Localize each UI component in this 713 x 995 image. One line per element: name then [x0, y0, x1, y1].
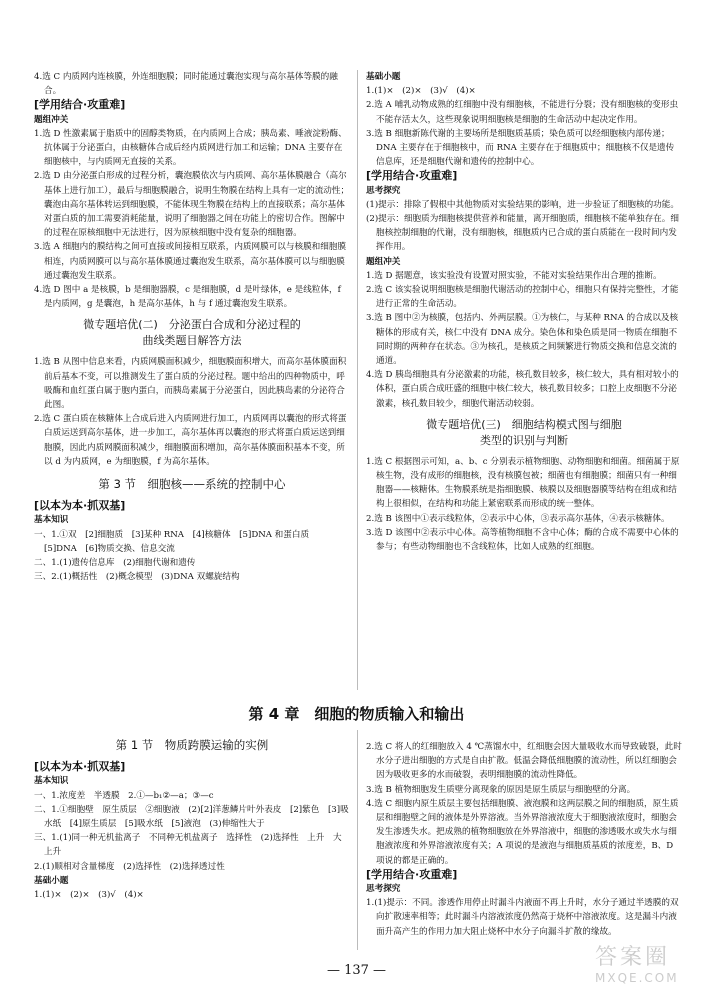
watermark-logo [595, 940, 705, 988]
subsection-heading: 思考探究 [366, 884, 401, 895]
subsection-heading: 基础小题 [366, 72, 401, 82]
page-number: — 137 — [326, 963, 387, 978]
section-heading: [以本为本·抓双基] [34, 760, 126, 774]
section-heading: [学用结合·攻重难] [366, 169, 458, 183]
answer-item: 1.选 B 从图中信息来看，内质网膜面积减少，细胞膜面积增大，而高尔基体膜面积前后基本不变，可以推测发生了蛋白质的分泌过程。题中给出的四种物质中，呼吸酶和血红蛋白属于胞内蛋白，而胰岛素属于分泌蛋白，因此胰岛素的分泌符合此图。 [34, 357, 347, 411]
subsection-heading: 题组冲关 [34, 114, 69, 125]
section-heading: [学用结合·攻重难] [366, 867, 458, 881]
column-divider-top [357, 70, 358, 690]
answer-item: 2.选 B 该图中①表示线粒体，②表示中心体，③表示高尔基体，④表示核糖体。 [366, 513, 670, 524]
answer-item: 4.选 D 图中 a 是核膜，b 是细胞器膜，c 是细胞膜，d 是叶绿体，e 是线粒体，f 是内质网，g 是囊泡，h 是高尔基体，h 与 f 通过囊泡发生联系。 [34, 285, 341, 310]
answer-item: 2.选 A 哺乳动物成熟的红细胞中没有细胞核，不能进行分裂；没有细胞核的变形虫不能存活太久，这些现象说明细胞核是细胞的生命活动中起决定作用。 [366, 100, 679, 125]
answer-line: 三、2.(1)概括性 (2)概念模型 (3)DNA 双螺旋结构 [34, 572, 240, 583]
answer-item: 3.选 B 植物细胞发生质壁分离现象的原因是原生质层与细胞壁的分离。 [366, 784, 636, 795]
micro-topic-2-title-line2: 曲线类题目解答方法 [142, 334, 242, 348]
answer-item: 4.选 D 胰岛细胞具有分泌激素的功能，核孔数目较多，核仁较大，具有相对较小的体积，蛋白质合成旺盛的细胞中核仁较大，核孔数目较多；口腔上皮细胞不分泌激素，核孔数目较少，细胞代谢活动较弱。 [366, 370, 679, 409]
section-heading: [以本为本·抓双基] [34, 499, 126, 513]
answer-item: 2.选 C 该实验说明细胞核是细胞代谢活动的控制中心，细胞只有保持完整性，才能进行正常的生命活动。 [366, 285, 679, 310]
right-top-column [366, 70, 682, 554]
answer-item: 3.选 D 该图中②表示中心体。高等植物细胞不含中心体；酶的合成不需要中心体的参与；有些动物细胞也不含线粒体，比如人成熟的红细胞。 [366, 527, 679, 553]
answer-item: 3.选 B 图中②为核膜，包括内、外两层膜。①为核仁，与某种 RNA 的合成以及核糖体的形成有关，核仁中没有 DNA 成分。染色体和染色质是同一物质在细胞不同时期的两种存在状态。③为核孔，是核质之间频繁进行物质交换和信息交流的通道。 [366, 313, 679, 367]
answer-item: 1.选 D 据题意，该实验没有设置对照实验，不能对实验结果作出合理的推断。 [366, 270, 662, 281]
micro-topic-3-title-line2: 类型的识别与判断 [480, 433, 568, 447]
answer-item: 1.选 C 根据图示可知，a、b、c 分别表示植物细胞、动物细胞和细菌。细菌属于原核生物，没有成形的细胞核，没有核膜包被；细菌也有细胞膜；细菌只有一种细胞器——核糖体。生物膜系统是指细胞膜、核膜以及细胞器膜等结构在组成和结构上很相似，在结构和功能上紧密联系而形成的统一整体。 [366, 456, 680, 510]
section-1-title: 第 1 节 物质跨膜运输的实例 [115, 738, 269, 752]
answer-item: 2.选 C 将人的红细胞放入 4 ℃蒸馏水中，红细胞会因大量吸收水而导致破裂，此时水分子进出细胞的方式是自由扩散。低温会降低细胞膜的流动性，所以红细胞会因为吸收更多的水而破裂，表明细胞膜的流动性降低。 [366, 742, 682, 781]
section-3-title: 第 3 节 细胞核——系统的控制中心 [98, 477, 286, 492]
micro-topic-3-title-line1: 微专题培优(三) 细胞结构模式图与细胞 [426, 417, 622, 431]
micro-topic-3-title [366, 417, 682, 449]
answer-line: 三、1.(1)同一种无机盐离子 不同种无机盐离子 选择性 (2)选择性 上升 大 上升 [34, 833, 351, 858]
subsection-heading: 思考探究 [366, 185, 401, 196]
answer-line: 二、1.①细胞壁 原生质层 ②细胞液 (2)[2]洋葱鳞片叶外表皮 [2]紫色 [3]吸水纸 [4]原生质层 [5]吸水纸 [5]液泡 (3)伸缩性大于 [34, 804, 349, 830]
answer-item: (2)提示：细胞质为细胞核提供营养和能量，离开细胞质，细胞核不能单独存在。细胞核控制细胞的代谢，没有细胞核，细胞质内已合成的蛋白质能在一段时间内发挥作用。 [366, 214, 679, 253]
subsection-heading: 基础小题 [34, 875, 69, 886]
watermark-text-en: MXQE.COM [595, 971, 679, 985]
answer-item: 4.选 C 细胞内原生质层主要包括细胞膜、液泡膜和这两层膜之间的细胞质，原生质层和细胞壁之间的液体是外界溶液。当外界溶液浓度大于细胞液浓度时，细胞会发生渗透失水。把成熟的植物细胞放在外界溶液中，细胞的渗透吸水或失水与细胞液浓度和外界溶液浓度有关；A 项说的是液泡与细胞质基质的浓度差，B、D 项说的都是正确的。 [366, 798, 679, 866]
answer-item: (1)提示：排除了假根中其他物质对实验结果的影响，进一步验证了细胞核的功能。 [366, 199, 679, 210]
right-bottom-column [366, 740, 682, 939]
answer-line: 一、1.浓度差 半透膜 2.①—b₁②—a；③—c [34, 790, 214, 801]
answer-line: 二、1.(1)遗传信息库 (2)细胞代谢和遗传 [34, 558, 196, 569]
subsection-heading: 基本知识 [34, 776, 69, 787]
subsection-heading: 题组冲关 [366, 256, 401, 267]
answer-item: 3.选 A 细胞内的膜结构之间可直接或间接相互联系，内质网膜可以与核膜和细胞膜相连，内质网膜可以与高尔基体膜通过囊泡发生联系，高尔基体膜可以与细胞膜通过囊泡发生联系。 [34, 242, 347, 281]
section-heading: [学用结合·攻重难] [34, 98, 126, 112]
watermark-text-cn: 答案圈 [595, 945, 671, 970]
answer-item: 1.(1)提示：不同。渗透作用停止时漏斗内液面不再上升时，水分子通过半透膜的双向扩散速率相等；此时漏斗内溶液浓度仍然高于烧杯中溶液浓度。这是漏斗内液面升高产生的作用力加大阻止烧杯中水分子向漏斗扩散的缘故。 [366, 898, 679, 937]
micro-topic-2-title [34, 317, 350, 349]
answer-line: 2.(1)顺相对含量梯度 (2)选择性 (2)选择透过性 [34, 861, 225, 872]
left-top-column [34, 70, 350, 585]
answer-item: 3.选 B 细胞新陈代谢的主要场所是细胞质基质；染色质可以经细胞核内部传递；DNA 主要存在于细胞核中，而 RNA 主要存在于细胞质中；细胞核不仅是遗传信息库，还是细胞代谢和遗传的控制中心。 [366, 128, 675, 168]
answer-line: 一、1.①双 [2]细胞质 [3]某种 RNA [4]核糖体 [5]DNA 和蛋白质 [5]DNA [6]物质交换、信息交流 [34, 529, 318, 554]
answer-item: 2.选 C 蛋白质在核糖体上合成后进入内质网进行加工，内质网再以囊泡的形式将蛋白质运送到高尔基体，进一步加工，高尔基体再以囊泡的形式将蛋白质运送到细胞膜，因此内质网膜面积减少，细胞膜面积增加，高尔基体膜面积基本不变，所以 d 为内质网，e 为细胞膜，f 为高尔基体。 [34, 414, 347, 467]
left-bottom-column [34, 730, 350, 902]
column-divider-bottom [357, 730, 358, 950]
answer-item: 2.选 D 由分泌蛋白形成的过程分析，囊泡膜依次与内质网、高尔基体膜融合（高尔基体上进行加工），最后与细胞膜融合，说明生物膜在结构上具有一定的流动性；囊泡由高尔基体转运到细胞膜，不能体现生物膜在结构上的直接联系；高尔基体对蛋白质的加工需要消耗能量，说明了细胞器之间在功能上的密切合作。图解中的过程在原核细胞中无法进行，因为原核细胞中没有复杂的细胞器。 [34, 171, 350, 239]
answer-line: 1.(1)× (2)× (3)√ (4)× [366, 86, 476, 97]
subsection-heading: 基本知识 [34, 515, 69, 526]
answer-item: 4.选 C 内质网内连核膜，外连细胞膜；同时能通过囊泡实现与高尔基体等膜的融合。 [34, 72, 338, 97]
answer-line: 1.(1)× (2)× (3)√ (4)× [34, 890, 144, 901]
chapter-title: 第 4 章 细胞的物质输入和输出 [248, 705, 465, 723]
answer-item: 1.选 D 性激素属于脂质中的固醇类物质，在内质网上合成；胰岛素、唾液淀粉酶、抗体属于分泌蛋白，由核糖体合成后经内质网进行加工和运输；DNA 主要存在细胞核中，与内质网无直接的关系。 [34, 128, 347, 168]
micro-topic-2-title-line1: 微专题培优(二) 分泌蛋白合成和分泌过程的 [83, 318, 301, 332]
